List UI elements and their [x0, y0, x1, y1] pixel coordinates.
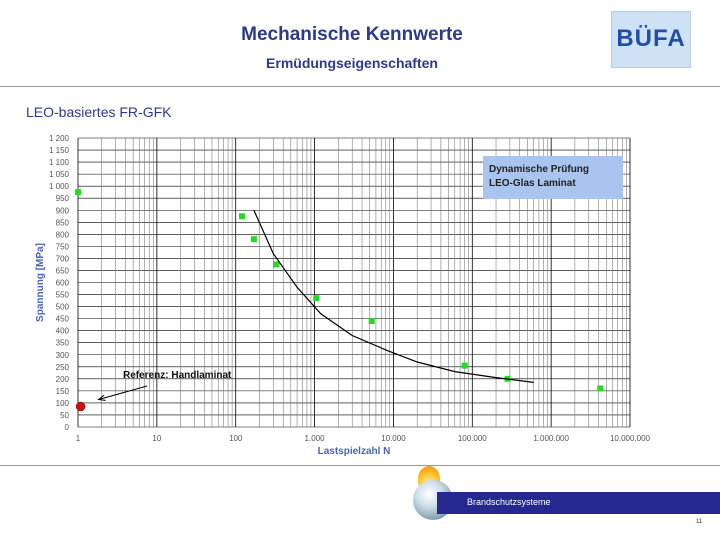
y-tick-label: 900: [55, 206, 69, 216]
data-point: [239, 213, 245, 219]
annotation-arrow: [99, 386, 147, 400]
page-title: Mechanische Kennwerte: [241, 24, 463, 45]
y-tick-label: 950: [55, 194, 69, 204]
legend-line-1: Dynamische Prüfung: [489, 164, 590, 175]
y-tick-label: 50: [60, 410, 69, 420]
data-point: [313, 295, 319, 301]
legend-line-2: LEO-Glas Laminat: [489, 178, 576, 189]
footer-divider: [0, 465, 720, 466]
y-tick-label: 1 050: [48, 170, 69, 180]
y-tick-label: 250: [55, 362, 69, 372]
y-tick-label: 600: [55, 278, 69, 288]
data-point: [369, 318, 375, 324]
data-point: [75, 189, 81, 195]
y-tick-label: 1 150: [48, 146, 69, 156]
y-tick-label: 0: [64, 423, 69, 432]
x-axis-label: Lastspielzahl N: [317, 446, 391, 457]
x-tick-label: 10.000: [381, 434, 406, 443]
data-point: [462, 363, 468, 369]
y-tick-label: 400: [55, 326, 69, 336]
y-tick-label: 150: [55, 386, 69, 396]
data-point: [251, 236, 257, 242]
reference-point: [76, 402, 85, 411]
x-tick-label: 10.000.000: [609, 434, 651, 443]
page-subtitle: Ermüdungseigenschaften: [266, 55, 438, 71]
data-point: [274, 261, 280, 267]
y-tick-label: 450: [55, 314, 69, 324]
annotation-label: Referenz: Handlaminat: [123, 370, 232, 381]
logo-text: BÜFA: [616, 25, 686, 52]
y-tick-label: 300: [55, 350, 69, 360]
y-tick-label: 700: [55, 254, 69, 264]
footer-label: Brandschutzsysteme: [467, 497, 551, 507]
y-tick-label: 750: [55, 242, 69, 252]
y-tick-label: 500: [55, 302, 69, 312]
y-tick-label: 550: [55, 290, 69, 300]
x-tick-label: 100: [229, 434, 243, 443]
footer-bar: [437, 492, 720, 514]
y-tick-label: 850: [55, 218, 69, 228]
section-title: LEO-basiertes FR-GFK: [26, 104, 172, 120]
y-tick-label: 200: [55, 374, 69, 384]
x-tick-label: 1.000: [304, 434, 325, 443]
x-tick-label: 10: [152, 434, 162, 443]
x-tick-label: 100.000: [457, 434, 487, 443]
y-tick-label: 800: [55, 230, 69, 240]
page-number: 11: [696, 519, 703, 525]
y-tick-label: 1 100: [48, 158, 69, 168]
x-tick-label: 1: [75, 434, 81, 443]
y-tick-label: 350: [55, 338, 69, 348]
y-tick-label: 100: [55, 398, 69, 408]
y-tick-label: 1 200: [48, 134, 69, 143]
y-tick-label: 1 000: [48, 182, 69, 192]
chart-annotations: [99, 156, 623, 400]
x-tick-label: 1.000.000: [533, 434, 569, 443]
data-point: [597, 385, 603, 391]
y-axis-label: Spannung [MPa]: [35, 243, 46, 322]
y-tick-label: 650: [55, 266, 69, 276]
